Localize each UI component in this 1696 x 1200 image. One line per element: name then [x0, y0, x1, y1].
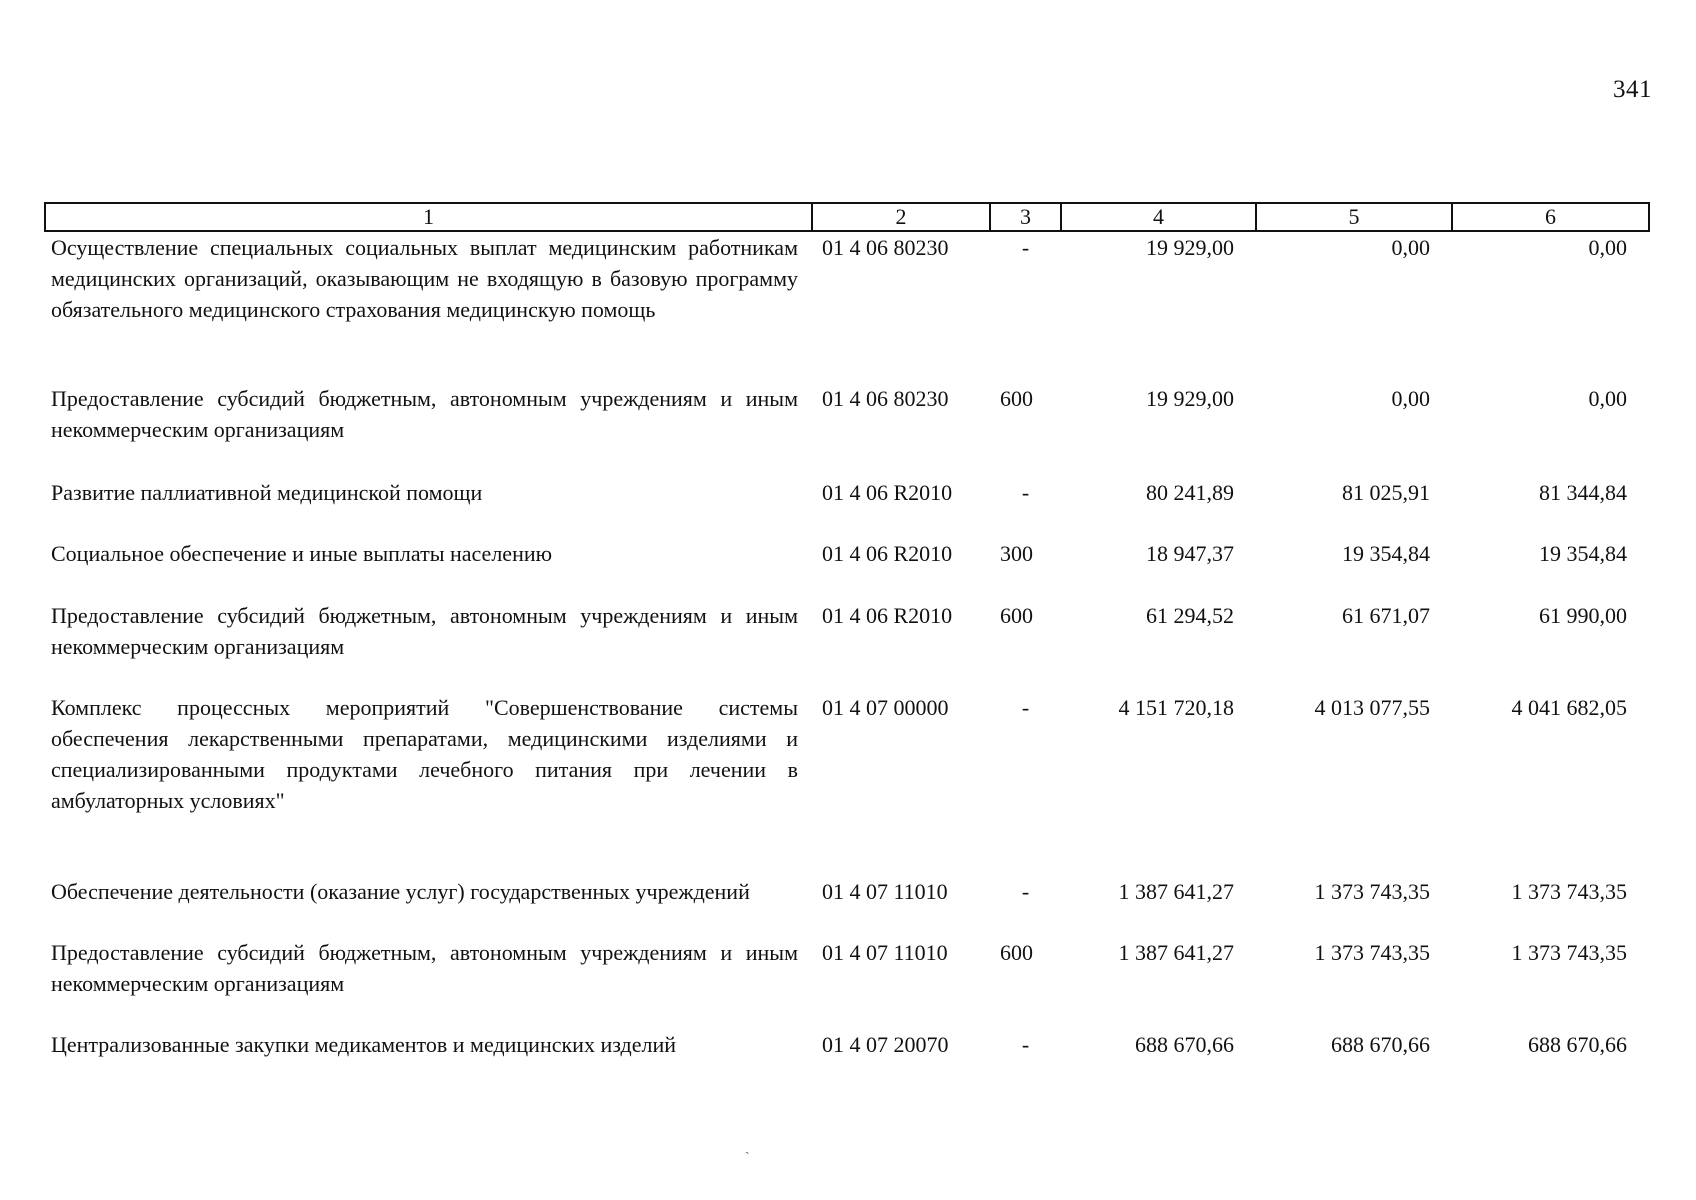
row-name: Комплекс процессных мероприятий "Совершенствование системы обеспечения лекарственными препаратами, медицинскими изделиями и специализированными продуктами лечебного питания при лечении в амбулаторных условиях": [51, 695, 798, 813]
page-number: 341: [1613, 76, 1652, 103]
row-name: Обеспечение деятельности (оказание услуг) государственных учреждений: [51, 879, 750, 904]
column-header-3: 3: [990, 203, 1061, 231]
row-value-year-1: 19 929,00: [1146, 386, 1234, 411]
column-header-6: 6: [1452, 203, 1649, 231]
row-expense-type: 600: [1000, 940, 1033, 965]
row-value-year-2: 0,00: [1391, 386, 1430, 411]
row-value-year-2: 1 373 743,35: [1314, 940, 1430, 965]
table-row: [45, 692, 1649, 876]
row-value-year-1: 80 241,89: [1146, 480, 1234, 505]
row-value-year-3: 19 354,84: [1539, 541, 1627, 566]
table-row: [45, 383, 1649, 477]
table-row: [45, 231, 1649, 383]
row-value-year-3: 4 041 682,05: [1511, 695, 1627, 720]
row-code: 01 4 07 11010: [822, 940, 948, 965]
row-code: 01 4 06 80230: [822, 235, 949, 260]
row-value-year-2: 0,00: [1391, 235, 1430, 260]
row-code: 01 4 06 80230: [822, 386, 949, 411]
row-code: 01 4 06 R2010: [822, 603, 953, 628]
row-code: 01 4 07 20070: [822, 1032, 949, 1057]
column-header-4: 4: [1061, 203, 1256, 231]
column-header-2: 2: [812, 203, 990, 231]
table-row: [45, 477, 1649, 538]
row-name: Предоставление субсидий бюджетным, автономным учреждениям и иным некоммерческим организациям: [51, 940, 798, 996]
scan-speck: ˎ: [745, 1140, 750, 1155]
row-expense-type: 600: [1000, 603, 1033, 628]
row-code: 01 4 06 R2010: [822, 480, 953, 505]
row-value-year-1: 1 387 641,27: [1118, 879, 1234, 904]
row-expense-type: -: [1021, 1032, 1030, 1057]
row-value-year-2: 19 354,84: [1342, 541, 1430, 566]
row-value-year-1: 61 294,52: [1146, 603, 1234, 628]
row-name: Развитие паллиативной медицинской помощи: [51, 480, 483, 505]
table-body: [45, 231, 1649, 1069]
row-value-year-1: 1 387 641,27: [1118, 940, 1234, 965]
column-header-1: 1: [45, 203, 812, 231]
row-name: Предоставление субсидий бюджетным, автономным учреждениям и иным некоммерческим организациям: [51, 386, 798, 442]
row-value-year-3: 0,00: [1588, 386, 1627, 411]
row-expense-type: -: [1021, 480, 1030, 505]
table-row: [45, 876, 1649, 937]
row-value-year-1: 688 670,66: [1135, 1032, 1234, 1057]
header-row: [45, 203, 1649, 231]
row-name: Централизованные закупки медикаментов и медицинских изделий: [51, 1032, 676, 1057]
row-value-year-3: 688 670,66: [1528, 1032, 1627, 1057]
row-value-year-2: 1 373 743,35: [1314, 879, 1430, 904]
row-value-year-2: 688 670,66: [1331, 1032, 1430, 1057]
row-value-year-2: 81 025,91: [1342, 480, 1430, 505]
row-value-year-3: 81 344,84: [1539, 480, 1627, 505]
row-value-year-1: 18 947,37: [1146, 541, 1234, 566]
column-header-5: 5: [1256, 203, 1452, 231]
row-value-year-3: 61 990,00: [1539, 603, 1627, 628]
row-value-year-2: 4 013 077,55: [1314, 695, 1430, 720]
budget-table: [44, 202, 1650, 1069]
row-name: Предоставление субсидий бюджетным, автономным учреждениям и иным некоммерческим организациям: [51, 603, 798, 659]
table-row: [45, 1029, 1649, 1069]
row-value-year-1: 19 929,00: [1146, 235, 1234, 260]
row-expense-type: 300: [1000, 541, 1033, 566]
row-name: Социальное обеспечение и иные выплаты населению: [51, 541, 553, 566]
row-value-year-1: 4 151 720,18: [1118, 695, 1234, 720]
table-header: [45, 203, 1649, 231]
row-value-year-3: 0,00: [1588, 235, 1627, 260]
row-value-year-2: 61 671,07: [1342, 603, 1430, 628]
table-row: [45, 600, 1649, 692]
row-value-year-3: 1 373 743,35: [1511, 940, 1627, 965]
row-name: Осуществление специальных социальных выплат медицинским работникам медицинских организаций, оказывающим не входящую в базовую программу обязательного медицинского страхования медицинскую помощь: [51, 235, 798, 322]
row-code: 01 4 07 00000: [822, 695, 949, 720]
table-row: [45, 538, 1649, 600]
row-expense-type: -: [1021, 235, 1030, 260]
row-code: 01 4 06 R2010: [822, 541, 953, 566]
row-expense-type: -: [1021, 879, 1030, 904]
row-expense-type: -: [1021, 695, 1030, 720]
row-code: 01 4 07 11010: [822, 879, 948, 904]
row-value-year-3: 1 373 743,35: [1511, 879, 1627, 904]
row-expense-type: 600: [1000, 386, 1033, 411]
table-row: [45, 937, 1649, 1029]
